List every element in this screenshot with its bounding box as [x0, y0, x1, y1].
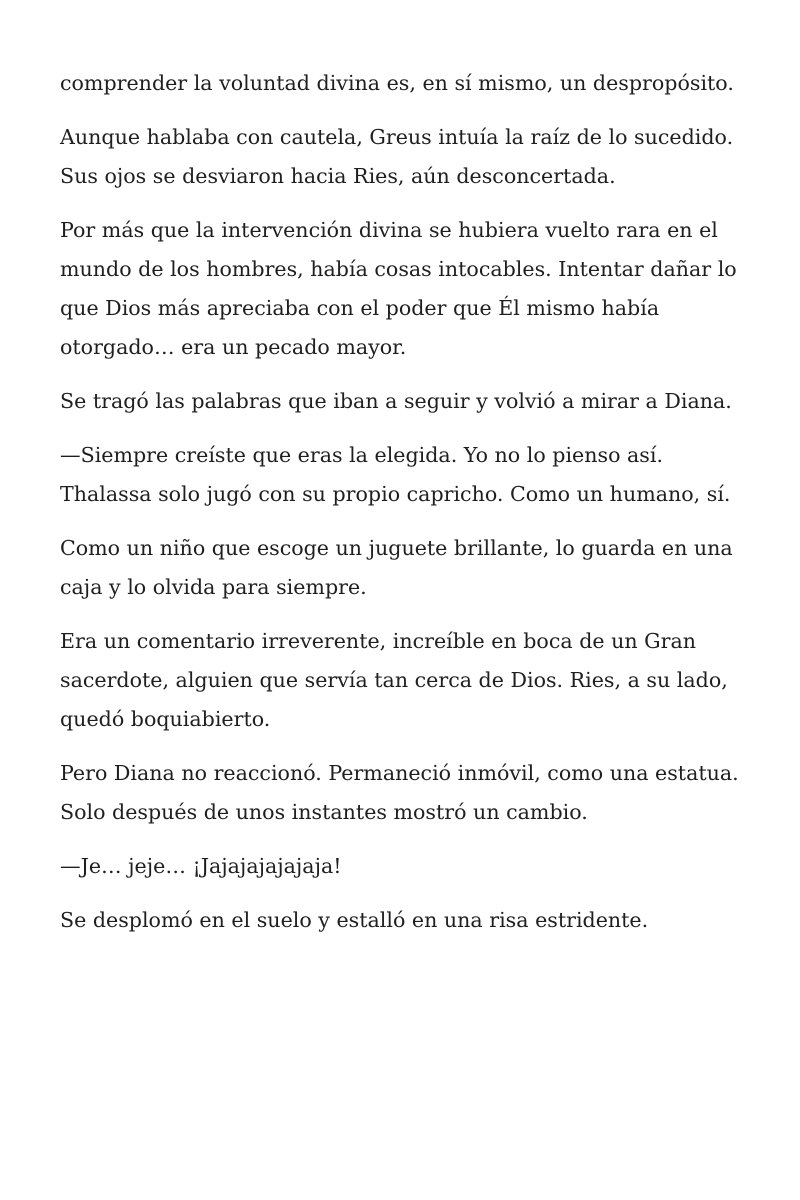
paragraph-8: Pero Diana no reaccionó. Permaneció inmóvil, como una estatua. Solo después de unos instantes mostró un cambio.: [60, 761, 739, 824]
paragraph-6: Como un niño que escoge un juguete brillante, lo guarda en una caja y lo olvida para siempre.: [60, 536, 733, 599]
paragraph-3: Por más que la intervención divina se hubiera vuelto rara en el mundo de los hombres, había cosas intocables. Intentar dañar lo que Dios más apreciaba con el poder que Él mismo había otorgado… era un pecado mayor.: [60, 218, 737, 359]
paragraph-1: comprender la voluntad divina es, en sí mismo, un despropósito.: [60, 71, 734, 95]
paragraph-4: Se tragó las palabras que iban a seguir y volvió a mirar a Diana.: [60, 389, 732, 413]
paragraph-7: Era un comentario irreverente, increíble en boca de un Gran sacerdote, alguien que servía tan cerca de Dios. Ries, a su lado, quedó boquiabierto.: [60, 629, 728, 731]
paragraph-2: Aunque hablaba con cautela, Greus intuía la raíz de lo sucedido. Sus ojos se desviaron hacia Ries, aún desconcertada.: [60, 125, 734, 188]
paragraph-10: Se desplomó en el suelo y estalló en una risa estridente.: [60, 908, 649, 932]
paragraph-9: —Je… jeje… ¡Jajajajajajaja!: [60, 854, 342, 878]
paragraph-5: —Siempre creíste que eras la elegida. Yo no lo pienso así. Thalassa solo jugó con su propio capricho. Como un humano, sí.: [60, 443, 731, 506]
